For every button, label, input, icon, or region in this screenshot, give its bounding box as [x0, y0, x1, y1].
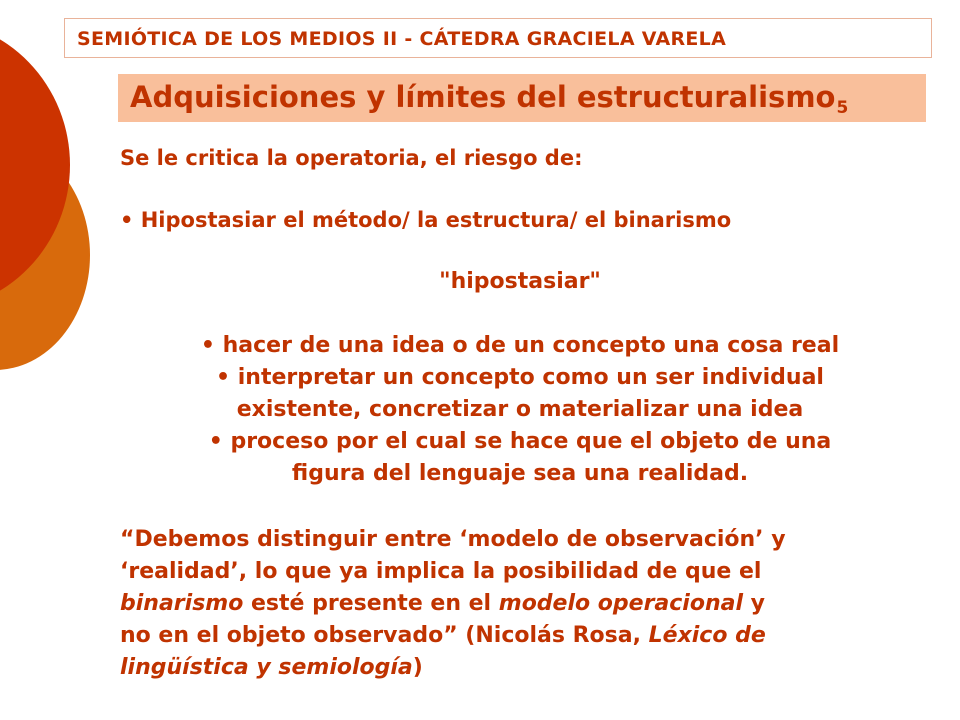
quote-line: no en el objeto observado” (Nicolás Rosa, Léxico de — [120, 623, 766, 648]
definition-list — [120, 330, 920, 490]
quote-line: binarismo esté presente en el modelo operacional y — [120, 591, 766, 616]
slide-title-banner — [118, 74, 926, 122]
course-title: SEMIÓTICA DE LOS MEDIOS II - CÁTEDRA GRACIELA VARELA — [77, 28, 727, 50]
definition-line: • hacer de una idea o de un concepto una cosa real — [200, 333, 840, 358]
main-bullet: • Hipostasiar el método/ la estructura/ el binarismo — [120, 208, 732, 232]
intro-text: Se le critica la operatoria, el riesgo de: — [120, 146, 583, 170]
definition-line: existente, concretizar o materializar una idea — [236, 397, 804, 422]
quote-emphasis: binarismo — [120, 591, 244, 616]
definition-line: • interpretar un concepto como un ser individual — [216, 365, 824, 390]
course-header — [64, 18, 932, 58]
quote-line: “Debemos distinguir entre ‘modelo de observación’ y — [120, 527, 786, 552]
citation-quote — [120, 524, 920, 684]
slide-title-text: Adquisiciones y límites del estructuralismo — [130, 80, 836, 114]
definition-line: • proceso por el cual se hace que el objeto de una — [208, 429, 832, 454]
quote-line: lingüística y semiología) — [120, 655, 423, 680]
definition-term: "hipostasiar" — [439, 269, 601, 294]
slide-title — [130, 80, 848, 118]
quote-emphasis: Léxico de — [648, 623, 766, 648]
quote-emphasis: modelo operacional — [498, 591, 744, 616]
quote-line: ‘realidad’, lo que ya implica la posibilidad de que el — [120, 559, 762, 584]
quote-emphasis: lingüística y semiología — [120, 655, 413, 680]
definition-line: figura del lenguaje sea una realidad. — [291, 461, 749, 486]
slide-title-subscript: 5 — [836, 98, 849, 118]
